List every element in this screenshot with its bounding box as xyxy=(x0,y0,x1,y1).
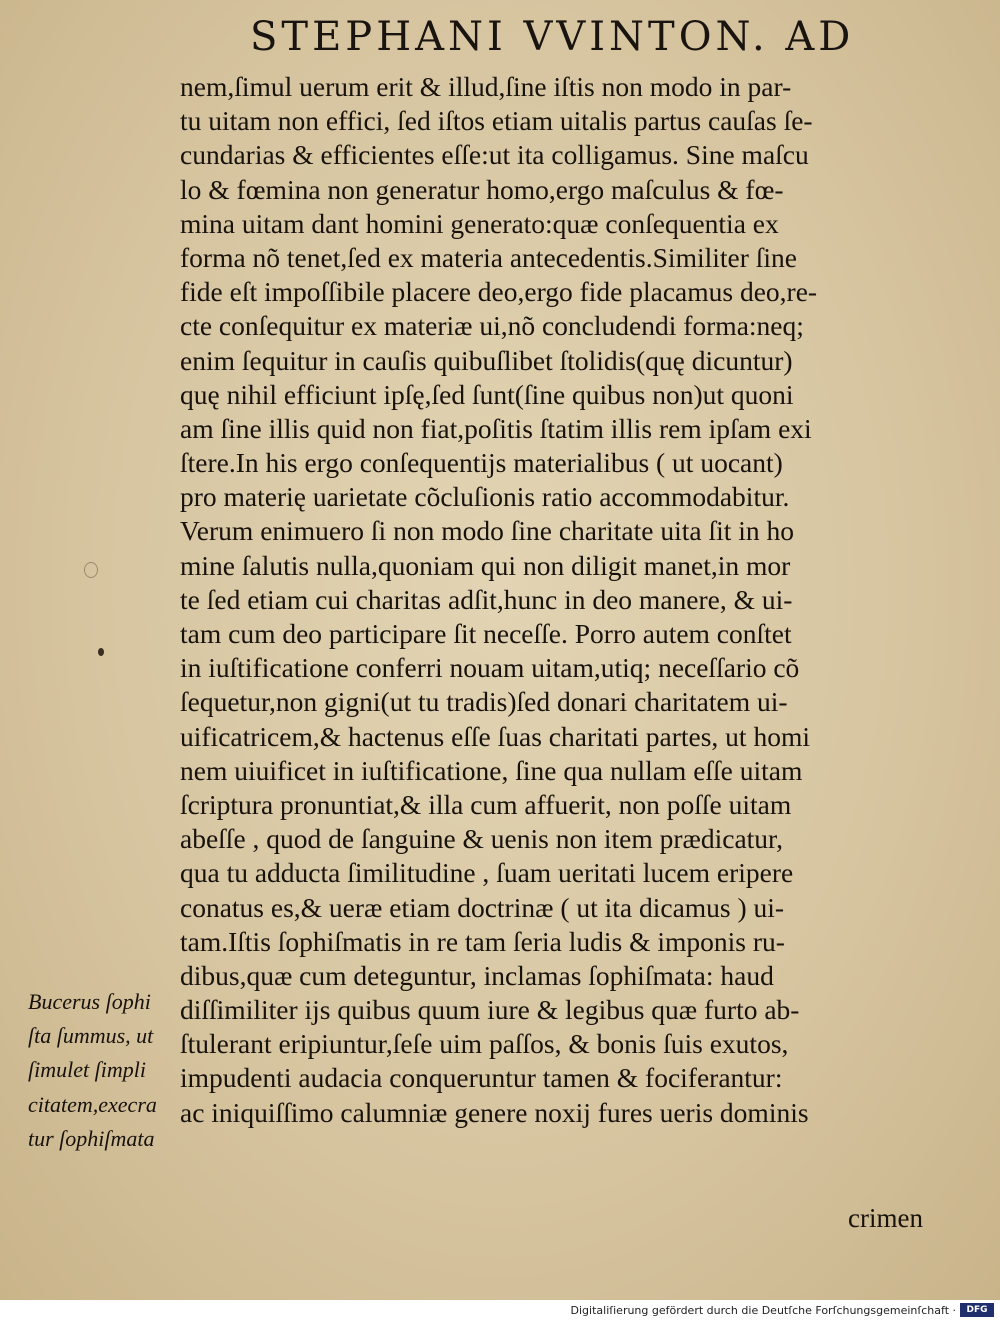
marginal-note xyxy=(28,985,188,1156)
footer-bar xyxy=(0,1300,1000,1321)
text-line: quę nihil efficiunt ipſę,ſed ſunt(ſine quibus non)ut quoni xyxy=(180,378,794,410)
catchword: crimen xyxy=(848,1203,923,1233)
text-line: tam cum deo participare ſit neceſſe. Porro autem conſtet xyxy=(180,618,792,649)
text-line: in iuſtificatione conferri nouam uitam,utiq; neceſſario cõ xyxy=(180,652,800,684)
text-line: ſcriptura pronuntiat,& illa cum affuerit, non poſſe uitam xyxy=(180,788,792,820)
text-line: fide eſt impoſſibile placere deo,ergo fide placamus deo,re- xyxy=(180,276,818,308)
running-header: STEPHANI VVINTON. AD xyxy=(250,14,855,60)
text-line: nem uiuificet in iuſtificatione, ſine qua nullam eſſe uitam xyxy=(180,754,803,786)
text-line: mine ſalutis nulla,quoniam qui non diligit manet,in mor xyxy=(180,549,791,581)
text-line: te ſed etiam cui charitas adſit,hunc in deo manere, & ui- xyxy=(180,583,793,615)
margin-note-line: tur ſophiſmata xyxy=(28,1125,155,1151)
text-line: ac iniquiſſimo calumniæ genere noxij fures ueris dominis xyxy=(180,1096,809,1128)
text-line: nem,ſimul uerum erit & illud,ſine iſtis non modo in par- xyxy=(180,71,792,102)
text-line: cundarias & efficientes eſſe:ut ita colligamus. Sine maſcu xyxy=(180,139,809,171)
body-text xyxy=(180,70,960,1130)
text-line: abeſſe , quod de ſanguine & uenis non item prædicatur, xyxy=(180,823,783,855)
text-line: enim ſequitur in cauſis quibuſlibet ſtolidis(quę dicuntur) xyxy=(180,344,793,376)
funding-credit: Digitaliſierung gefördert durch die Deutſche Forſchungsgemeinſchaft · xyxy=(570,1304,956,1317)
paper-stain xyxy=(98,648,104,656)
dfg-logo: DFG xyxy=(960,1303,994,1317)
paper-stain xyxy=(84,562,98,578)
text-line: forma nõ tenet,ſed ex materia antecedentis.Similiter ſine xyxy=(180,241,797,273)
text-line: ſtulerant eripiuntur,ſeſe uim paſſos, & bonis ſuis exutos, xyxy=(180,1028,789,1060)
margin-note-line: citatem,execra xyxy=(28,1091,157,1117)
text-line: Verum enimuero ſi non modo ſine charitate uita ſit in ho xyxy=(180,515,795,547)
text-line: tu uitam non effici, ſed iſtos etiam uitalis partus cauſas ſe- xyxy=(180,105,813,137)
text-line: mina uitam dant homini generato:quæ conſequentia ex xyxy=(180,207,779,239)
text-line: am ſine illis quid non fiat,poſitis ſtatim illis rem ipſam exi xyxy=(180,412,812,444)
text-line: lo & fœmina non generatur homo,ergo maſculus & fœ- xyxy=(180,173,784,205)
text-line: qua tu adducta ſimilitudine , ſuam ueritati lucem eripere xyxy=(180,857,794,889)
text-line: ſtere.In his ergo conſequentijs materialibus ( ut uocant) xyxy=(180,447,783,479)
text-line: conatus es,& ueræ etiam doctrinæ ( ut ita dicamus ) ui- xyxy=(180,891,785,923)
text-line: diſſimiliter ijs quibus quum iure & legibus quæ furto ab- xyxy=(180,994,800,1026)
text-line: impudenti audacia conqueruntur tamen & fociferantur: xyxy=(180,1062,783,1094)
margin-note-line: ſta ſummus, ut xyxy=(28,1023,154,1049)
text-line: dibus,quæ cum deteguntur, inclamas ſophiſmata: haud xyxy=(180,959,774,991)
text-line: ſequetur,non gigni(ut tu tradis)ſed donari charitatem ui- xyxy=(180,686,788,718)
text-line: uificatricem,& hactenus eſſe ſuas charitati partes, ut homi xyxy=(180,720,810,752)
text-line: tam.Iſtis ſophiſmatis in re tam ſeria ludis & imponis ru- xyxy=(180,925,785,957)
margin-note-line: ſimulet ſimpli xyxy=(28,1057,146,1083)
text-line: pro materię uarietate cõcluſionis ratio accommodabitur. xyxy=(180,481,790,513)
text-line: cte conſequitur ex materiæ ui,nõ concludendi forma:neq; xyxy=(180,310,804,342)
margin-note-line: Bucerus ſophi xyxy=(28,989,151,1014)
